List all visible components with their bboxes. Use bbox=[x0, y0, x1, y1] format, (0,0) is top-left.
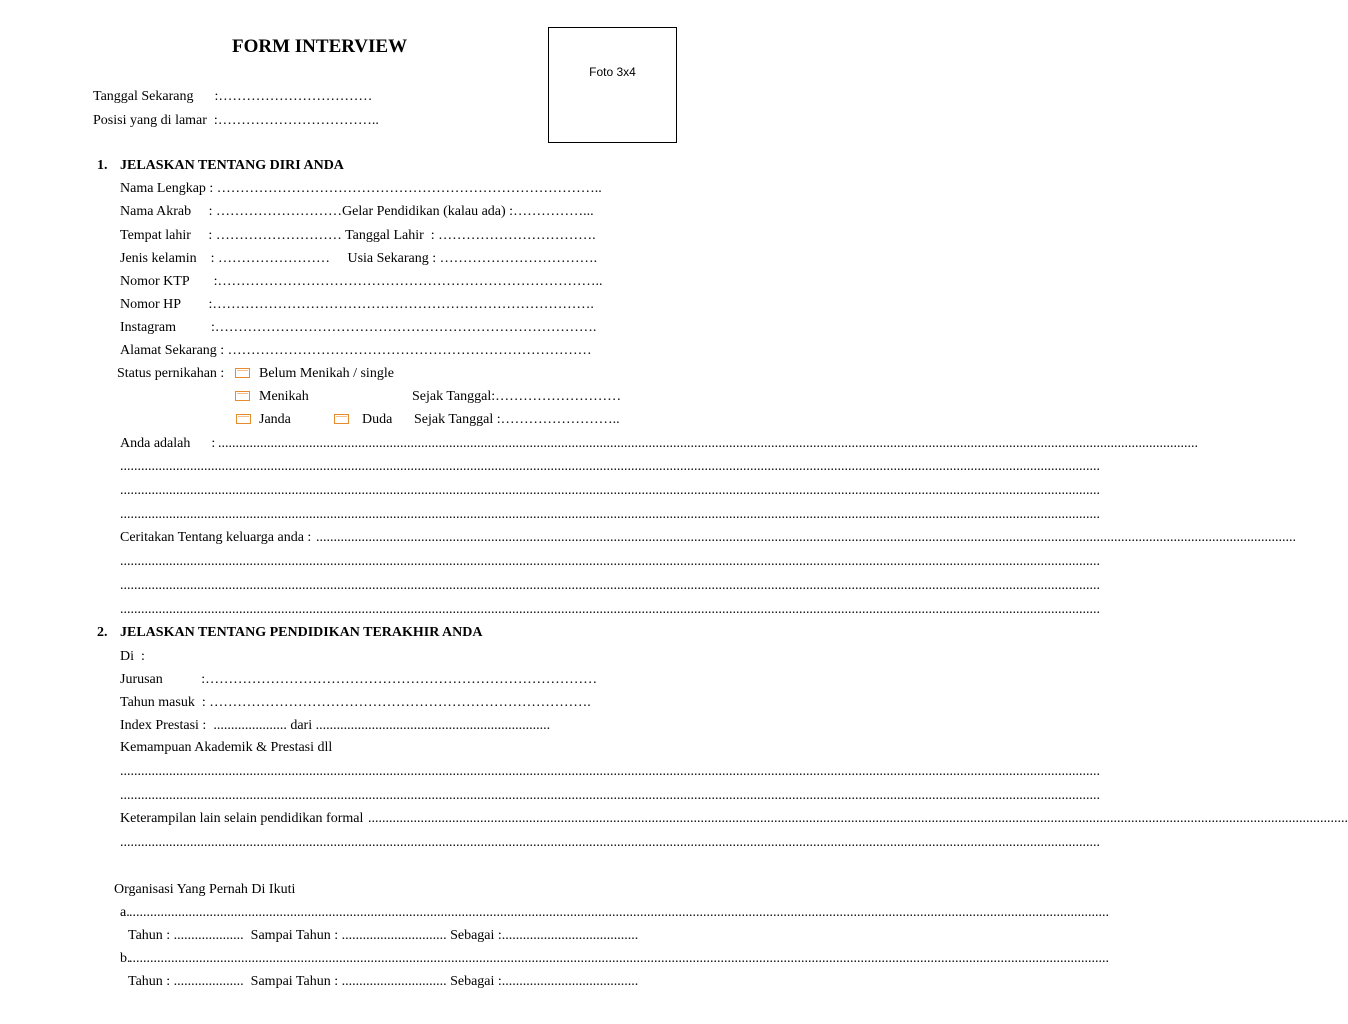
section1-number: 1. bbox=[97, 158, 108, 173]
nomor-ktp-field[interactable]: Nomor KTP :……………………………………………………………………….. bbox=[120, 274, 603, 289]
tempat-lahir-field[interactable]: Tempat lahir : ……………………… Tanggal Lahir : ……………………………. bbox=[120, 228, 596, 243]
keterampilan-label: Keterampilan lain selain pendidikan formal bbox=[120, 811, 364, 826]
anda-adalah-line-4[interactable]: ........................................................................................................................................................................................................................................................................................ bbox=[120, 507, 1100, 522]
keluarga-line-1[interactable]: ........................................................................................................................................................................................................................................................................................ bbox=[316, 530, 1296, 545]
nama-akrab-field[interactable]: Nama Akrab : ………………………Gelar Pendidikan (kalau ada) :……………... bbox=[120, 204, 594, 219]
section2-number: 2. bbox=[97, 625, 108, 640]
posisi-lamar-field[interactable]: Posisi yang di lamar :…………………………….. bbox=[93, 113, 379, 128]
ceritakan-keluarga-label: Ceritakan Tentang keluarga anda : bbox=[120, 530, 312, 545]
index-prestasi-field[interactable]: Index Prestasi : ..................... dari ................................................................... bbox=[120, 718, 551, 733]
photo-box bbox=[548, 27, 677, 143]
di-field[interactable]: Di : bbox=[120, 649, 145, 664]
anda-adalah-label: Anda adalah : bbox=[120, 436, 216, 451]
anda-adalah-line-2[interactable]: ........................................................................................................................................................................................................................................................................................ bbox=[120, 459, 1100, 474]
keterampilan-line-2[interactable]: ........................................................................................................................................................................................................................................................................................ bbox=[120, 835, 1100, 850]
checkbox-duda[interactable] bbox=[334, 414, 349, 424]
nama-lengkap-field[interactable]: Nama Lengkap : ……………………………………………………………………….. bbox=[120, 181, 602, 196]
tahun-masuk-field[interactable]: Tahun masuk : ………………………………………………………………………. bbox=[120, 695, 591, 710]
keterampilan-line-1[interactable]: ........................................................................................................................................................................................................................................................................................ bbox=[368, 811, 1348, 826]
form-title: FORM INTERVIEW bbox=[232, 36, 408, 57]
nomor-hp-field[interactable]: Nomor HP :………………………………………………………………………. bbox=[120, 297, 594, 312]
jenis-kelamin-field[interactable]: Jenis kelamin : …………………… Usia Sekarang : ……………………………. bbox=[120, 251, 598, 266]
kemampuan-line-1[interactable]: ........................................................................................................................................................................................................................................................................................ bbox=[120, 764, 1100, 779]
kemampuan-line-2[interactable]: ........................................................................................................................................................................................................................................................................................ bbox=[120, 788, 1100, 803]
instagram-field[interactable]: Instagram :………………………………………………………………………. bbox=[120, 320, 597, 335]
section2-heading: JELASKAN TENTANG PENDIDIKAN TERAKHIR ANDA bbox=[120, 625, 483, 640]
sejak-tanggal-janda-duda-field[interactable]: Sejak Tanggal :…………………….. bbox=[414, 412, 620, 427]
option-duda-label: Duda bbox=[362, 412, 393, 427]
photo-label: Foto 3x4 bbox=[589, 65, 636, 79]
alamat-field[interactable]: Alamat Sekarang : …………………………………………………………………… bbox=[120, 343, 592, 358]
organisasi-a-tahun-row[interactable]: Tahun : .................... Sampai Tahun : .............................. Sebagai :....................................... bbox=[128, 928, 639, 943]
organisasi-b-label: b. bbox=[120, 951, 131, 966]
anda-adalah-line-3[interactable]: ........................................................................................................................................................................................................................................................................................ bbox=[120, 483, 1100, 498]
option-janda-label: Janda bbox=[259, 412, 291, 427]
checkbox-belum-menikah[interactable] bbox=[235, 368, 250, 378]
sejak-tanggal-menikah-field[interactable]: Sejak Tanggal:……………………… bbox=[412, 389, 622, 404]
organisasi-a-label: a. bbox=[120, 905, 130, 920]
status-pernikahan-label: Status pernikahan : bbox=[117, 366, 225, 381]
tanggal-sekarang-field[interactable]: Tanggal Sekarang :…………………………… bbox=[93, 89, 373, 104]
kemampuan-akademik-label: Kemampuan Akademik & Prestasi dll bbox=[120, 740, 333, 755]
option-belum-menikah-label: Belum Menikah / single bbox=[259, 366, 394, 381]
keluarga-line-3[interactable]: ........................................................................................................................................................................................................................................................................................ bbox=[120, 578, 1100, 593]
jurusan-field[interactable]: Jurusan :………………………………………………………………………… bbox=[120, 672, 598, 687]
keluarga-line-4[interactable]: ........................................................................................................................................................................................................................................................................................ bbox=[120, 602, 1100, 617]
section1-heading: JELASKAN TENTANG DIRI ANDA bbox=[120, 158, 344, 173]
option-menikah-label: Menikah bbox=[259, 389, 309, 404]
organisasi-a-field[interactable]: ........................................................................................................................................................................................................................................................................................ bbox=[129, 905, 1109, 920]
checkbox-menikah[interactable] bbox=[235, 391, 250, 401]
organisasi-b-field[interactable]: ........................................................................................................................................................................................................................................................................................ bbox=[129, 951, 1109, 966]
checkbox-janda[interactable] bbox=[236, 414, 251, 424]
keluarga-line-2[interactable]: ........................................................................................................................................................................................................................................................................................ bbox=[120, 554, 1100, 569]
organisasi-label: Organisasi Yang Pernah Di Ikuti bbox=[114, 882, 296, 897]
anda-adalah-line-1[interactable]: ........................................................................................................................................................................................................................................................................................ bbox=[218, 436, 1198, 451]
organisasi-b-tahun-row[interactable]: Tahun : .................... Sampai Tahun : .............................. Sebagai :....................................... bbox=[128, 974, 639, 989]
